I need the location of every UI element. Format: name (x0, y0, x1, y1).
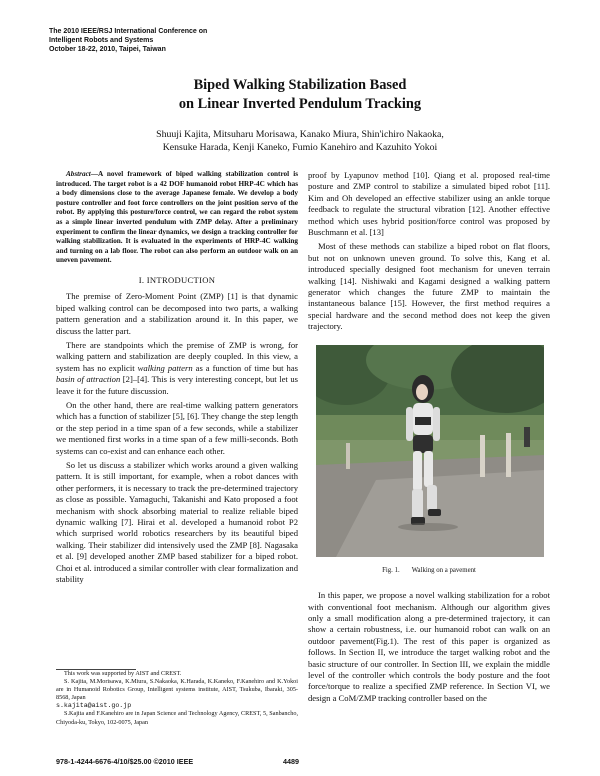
intro-paragraph-3: On the other hand, there are real-time walking pattern generators which has a function of stabilizer [5], [6]. They change the step length or the step period in a time span of a few seconds, while a stabilizer we mentioned first works in a time span of a few milli-seconds. Both systems can co-exist and can enhance each other. (56, 400, 298, 456)
figure-1-caption (308, 565, 550, 576)
p2-part-a: There are standpoints which the premise of ZMP is wrong, for walking pattern and stabilization are deeply coupled. In this view, a system has no explicit (56, 339, 298, 373)
conference-line-2: Intelligent Robots and Systems (49, 37, 154, 44)
robot-walking-photo (316, 345, 544, 557)
conference-header (49, 27, 309, 54)
abstract-lead: Abstract (66, 170, 91, 178)
intro-paragraph-2 (56, 340, 298, 397)
p2-part-b: as a function of time but has (192, 362, 299, 373)
right-paragraph-3: In this paper, we propose a novel walking stabilization for a robot with conventional foot mechanism. Although our algorithm gives only a small modification along a pre-determined trajectory, it can show a certain robustness, i.e. our humanoid robot can walk on an outdoor pavement(Fig.1). The rest of this paper is organized as follows. In Section II, we introduce the target walking robot and the basic structure of our controller. In Section III, we explain the middle level of the controller which controls the body posture and the foot force/torque to realize a specified ZMP reference. In Section VI, we design a CoM/ZMP tracking controller based on the (308, 590, 550, 703)
authors-line-1: Shuuji Kajita, Mitsuharu Morisawa, Kanako Miura, Shin'ichiro Nakaoka, (156, 129, 444, 140)
footnote-affiliation: S. Kajita, M.Morisawa, K.Miura, S.Nakaoka, K.Harada, K.Kaneko, F.Kanehiro and K.Yokoi are in Humanoid Robotics Group, Intelligent systems institute, AIST, Tsukuba, Ibaraki, 305-8568, Japan (56, 678, 298, 702)
figure-caption-text: Walking on a pavement (411, 566, 476, 574)
figure-label: Fig. 1. (382, 566, 400, 574)
section-heading-introduction: I. INTRODUCTION (138, 274, 216, 285)
intro-paragraph-4: So let us discuss a stabilizer which works around a given walking pattern. It is still important, for example, when a robot dances with other performers, it is necessary to track the pre-determined trajectory as close as possible. Yamaguchi, Takanishi and Kato proposed a foot mechanism with shock absorbing material to realize reliable biped dynamic walking [7]. Hirai et al. developed a humanoid robot P2 which surprised world robotics researchers by its beautiful biped walking. Their stabilizer did intensively used the ZMP [8]. Nagasaka et al. [9] developed another ZMP based stabilizer for a biped robot. Choi et al. introduced a similar controller with clear formalization and stability (56, 460, 298, 585)
title-line-2: on Linear Inverted Pendulum Tracking (178, 96, 422, 112)
intro-paragraph-1: The premise of Zero-Moment Point (ZMP) [1] is that dynamic biped walking control can be decomposed into two parts, a walking pattern generation and a stabilization around it. In this paper, we discuss the latter part. (56, 291, 298, 336)
page-number: 4489 (283, 757, 299, 766)
abstract-dash: — (90, 170, 98, 178)
title-line-1: Biped Walking Stabilization Based (193, 77, 407, 93)
left-column (56, 170, 298, 589)
conference-line-1: The 2010 IEEE/RSJ International Conference on (49, 28, 208, 35)
footnote-jst: S.Kajita and F.Kanehiro are in Japan Science and Technology Agency, CREST, 5, Sanbancho, Chiyoda-ku, Tokyo, 102-0075, Japan (56, 710, 298, 726)
footnote-email[interactable]: s.kajita@aist.go.jp (56, 702, 132, 710)
footnote-support: This work was supported by AIST and CREST. (64, 670, 182, 677)
p2-part-c: [2]–[4]. This is very interesting concept, but let us leave it for the future discussion. (56, 374, 298, 396)
conference-line-3: October 18-22, 2010, Taipei, Taiwan (49, 46, 166, 53)
paper-title (0, 76, 600, 114)
copyright-line: 978-1-4244-6676-4/10/$25.00 ©2010 IEEE (56, 757, 194, 766)
figure-1-photo (316, 345, 544, 557)
p2-emphasis-walking-pattern: walking pattern (137, 362, 193, 373)
authors-line-2: Kensuke Harada, Kenji Kaneko, Fumio Kanehiro and Kazuhito Yokoi (162, 142, 438, 153)
right-paragraph-1: proof by Lyapunov method [10]. Qiang et al. proposed real-time posture and ZMP control to stabilize a simulated biped robot [11]. Kim and Oh developed an effective stabilizer using an ankle torque feedback to regulate the structural vibration [12]. Another effective method which uses hybrid position/force control was proposed by Buschmann et al. [13] (308, 170, 550, 238)
p2-emphasis-basin: basin of attraction (56, 374, 121, 385)
footnotes (56, 670, 298, 727)
abstract (56, 170, 298, 266)
right-column (308, 170, 550, 707)
right-paragraph-2: Most of these methods can stabilize a biped robot on flat floors, but not on unknown uneven ground. To solve this, Kang et al. introduced specially designed foot mechanism for uneven terrain walking [14]. Nishiwaki and Kagami designed a walking pattern generator which changes the future ZMP to maintain the instantaneous balance [15]. However, the first method requires a special hardware and the second method does not keep the given trajectory. (308, 241, 550, 332)
author-list (0, 128, 600, 154)
abstract-text: A novel framework of biped walking stabilization control is introduced. The target robot is a 42 DOF humanoid robot HRP-4C which has a body dimensions close to the average Japanese female. We develop a body posture controller and foot force controllers on the joint position servo of the robot. By applying this posture/force control, we can regard the robot system as a simple linear inverted pendulum with ZMP delay. After a preliminary experiment to confirm the linear dynamics, we design a tracking controller for walking stabilization. It is evaluated in the experiments of HRP-4C walking and turning on a lab floor. The robot can also perform an outdoor walk on an uneven pavement. (56, 170, 298, 265)
